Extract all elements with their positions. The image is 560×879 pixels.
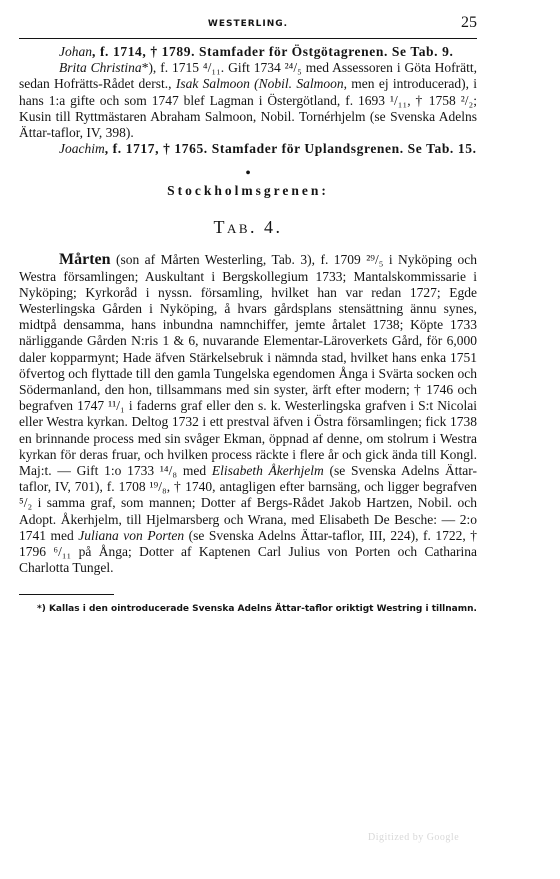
entry-brita-name: Brita Christina	[59, 60, 142, 76]
entry-brita	[19, 60, 477, 141]
entry-joachim-text: , f. 1717, † 1765. Stamfader för Uplandsgrenen. Se Tab. 15.	[104, 141, 477, 157]
page-number: 25	[461, 14, 477, 31]
running-head: WESTERLING.	[207, 19, 289, 29]
book-page	[19, 14, 477, 616]
entry-joachim-name: Joachim	[59, 141, 105, 157]
section-title: Stockholmsgrenen:	[167, 183, 329, 199]
entry-johan	[19, 44, 477, 60]
entry-brita-text-1: *), f. 1715 ⁴/₁₁. Gift 1734 ²⁴/₅ med Assessoren i Göta Hofrätt, sedan Hofrätts-Rådet derst.,	[19, 60, 478, 92]
entry-brita-text-2: , men ej introducerad), i hans 1:a gifte och som 1747 blef Lagman i Östergötland, f. 1693 ¹/₁₁, † 1758 ²/₂; Kusin till Ryttmästaren Abraham Salmoon, Nobil. Tornérhjelm (se Svenska Adelns Ättar-taflor, IV, 398).	[19, 76, 477, 141]
entry-marten-name: Mårten	[59, 251, 111, 269]
table-title: Tab. 4.	[213, 217, 283, 238]
footnote-rule	[19, 594, 114, 595]
page-header	[19, 14, 477, 38]
separator-dot: •	[245, 165, 251, 183]
watermark: Digitized by Google	[368, 832, 460, 843]
entry-joachim	[19, 141, 477, 157]
header-rule	[19, 38, 477, 39]
entry-brita-spouse: Isak Salmoon (Nobil. Salmoon	[175, 76, 344, 92]
entry-marten-wife-2: Juliana von Porten	[78, 527, 185, 543]
entry-marten-text-1: (son af Mårten Westerling, Tab. 3), f. 1709 ²⁹/₅ i Nyköping och Westra församlingen; Auskultant i Bergskollegium 1733; Mantalskommissarie i Nyköping; Kyrkoråd i nyssn. församling, hvilket han var redan 1727; Egde Westerlingska Gården i Nyköping, å hvars gårdsplans stensättning ännu synes, midtpå densamma, hans inbundna namnchiffer, jemte årtalet 1738; Köpte 1733 närliggande Gården N:ris 1 & 6, nuvarande Elementar-Läroverkets Gård, för 6,000 daler kopparmynt; Hade äfven Stärkelsebruk i nämnda stad, hvilket hans enka 1751 öfvertog och flyttade till den gamla Tungelska egendomen Ånga i Svärta socken och Södermanland, den hon, tillsammans med sin syster, ärft efter modern; † 1746 och begrafven 1747 ¹¹/₁ i faderns graf eller den s. k. Westerlingska grafven i S:t Nicolai eller Westra kyrkan. Deltog 1732 i ett prestval äfven i Östra församlingen; fick 1738 en brinnande process med sin svåger Ekman, öppnad af denne, om stolrum i Westra kyrkan för deras fruar, och hvilken process räckte i flere år och gick ända till Kongl. Maj:t. — Gift 1:o 1733 ¹⁴/₈ med	[19, 252, 477, 479]
entry-marten	[19, 252, 477, 576]
footnote: *) Kallas i den ointroducerade Svenska Adelns Ättar-taflor oriktigt Westring i tillnamn.	[37, 604, 477, 615]
entry-marten-text-3: (se Svenska Adelns Ättar-taflor, III, 224), f. 1722, † 1796 ⁶/₁₁ på Ånga; Dotter af Kaptenen Carl Julius von Porten och Catharina Charlotta Tungel.	[19, 527, 478, 576]
entry-johan-name: Johan	[59, 44, 92, 59]
entry-johan-text: , f. 1714, † 1789. Stamfader för Östgötagrenen. Se Tab. 9.	[92, 44, 454, 59]
entry-marten-wife-1: Elisabeth Åkerhjelm	[211, 463, 324, 479]
entry-marten-text-2: (se Svenska Adelns Ättar-taflor, IV, 701), f. 1708 ¹⁹/₈, † 1740, antagligen efter barnsäng, och ligger begrafven ⁵/₂ i samma graf, som mannen; Dotter af Bergs-Rådet Jakob Hartzen, Nobil. och Adopt. Åkerhjelm, till Hjelmarsberg och Wrana, med Elisabeth De Besche: — 2:o 1741 med	[19, 463, 478, 543]
